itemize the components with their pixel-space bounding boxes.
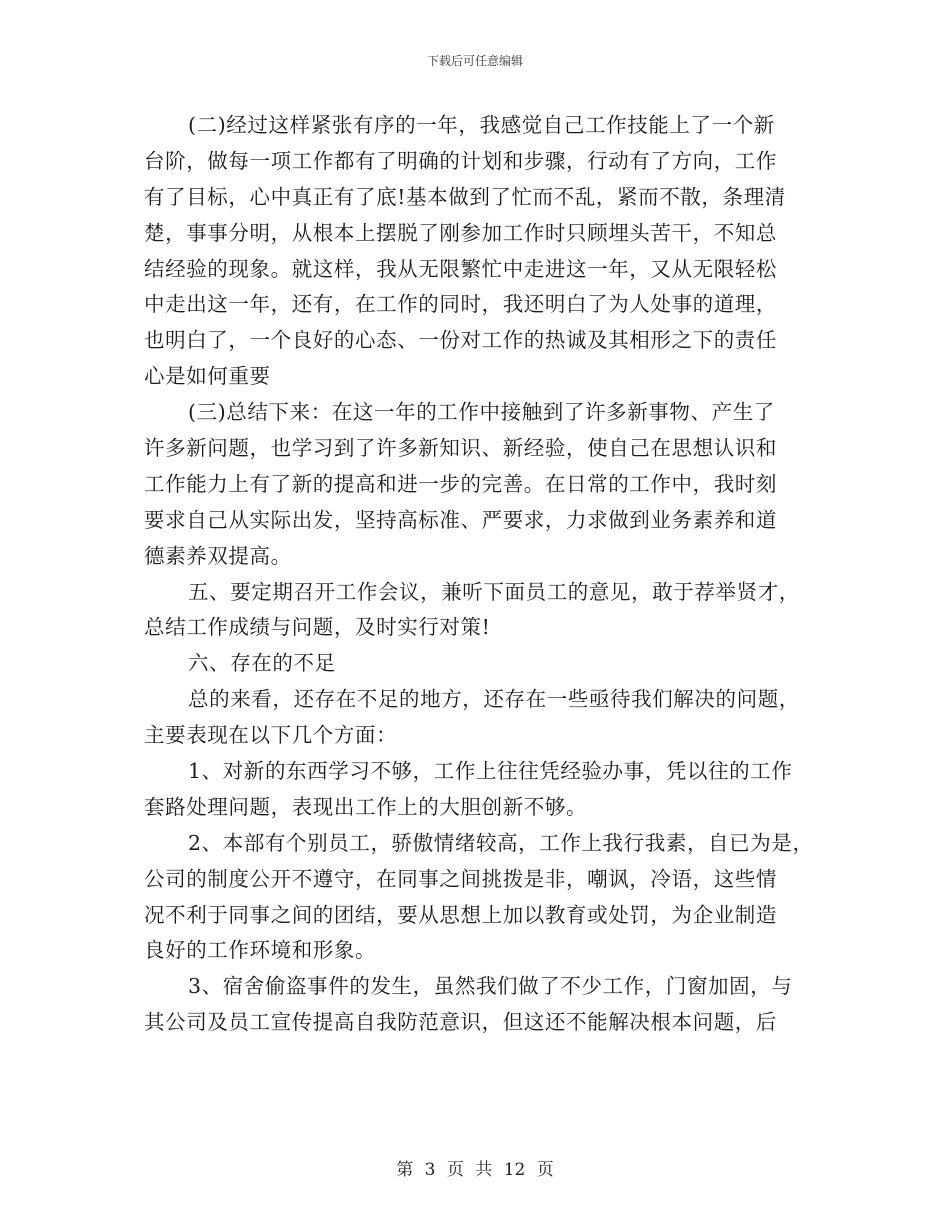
text-line: 套路处理问题，表现出工作上的大胆创新不够。 — [144, 794, 588, 819]
text-line: 心是如何重要 — [144, 364, 271, 389]
text-line: 2、本部有个别员工，骄傲情绪较高，工作上我行我素，自已为是， — [188, 830, 814, 855]
text-line: 有了目标，心中真正有了底!基本做到了忙而不乱，紧而不散，条理清 — [144, 184, 786, 209]
text-line: 良好的工作环境和形象。 — [144, 938, 377, 963]
text-line: 楚，事事分明，从根本上摆脱了刚参加工作时只顾埋头苦干，不知总 — [144, 220, 777, 245]
text-line: 1、对新的东西学习不够，工作上往往凭经验办事，凭以往的工作 — [188, 759, 793, 784]
text-line: 主要表现在以下几个方面： — [144, 723, 398, 748]
text-line: 台阶，做每一项工作都有了明确的计划和步骤，行动有了方向，工作 — [144, 148, 777, 173]
page-header: 下载后可任意编辑 — [426, 54, 523, 68]
text-line: 况不利于同事之间的团结，要从思想上加以教育或处罚，为企业制造 — [144, 902, 777, 927]
text-line: 其公司及员工宣传提高自我防范意识，但这还不能解决根本问题，后 — [144, 1010, 777, 1035]
text-line: 总的来看，还存在不足的地方，还存在一些亟待我们解决的问题， — [188, 687, 800, 712]
text-line: 要求自己从实际出发，坚持高标准、严要求，力求做到业务素养和道 — [144, 507, 777, 532]
text-line: 工作能力上有了新的提高和进一步的完善。在日常的工作中，我时刻 — [144, 471, 777, 496]
text-line: 许多新问题，也学习到了许多新知识、新经验，使自己在思想认识和 — [144, 436, 777, 461]
text-line: 公司的制度公开不遵守，在同事之间挑拨是非，嘲讽，冷语，这些情 — [144, 866, 777, 891]
page-footer: 第 3 页 共 12 页 — [396, 1160, 554, 1180]
text-line: 3、宿舍偷盗事件的发生，虽然我们做了不少工作，门窗加固，与 — [188, 974, 793, 999]
text-line: 德素养双提高。 — [144, 543, 292, 568]
text-line: 中走出这一年，还有，在工作的同时，我还明白了为人处事的道理， — [144, 292, 777, 317]
text-line: 五、要定期召开工作会议，兼听下面员工的意见，敢于荐举贤才， — [188, 579, 800, 604]
text-line: 总结工作成绩与问题，及时实行对策! — [144, 615, 491, 640]
text-line: (二)经过这样紧张有序的一年，我感觉自己工作技能上了一个新 — [188, 113, 775, 137]
text-line: (三)总结下来：在这一年的工作中接触到了许多新事物、产生了 — [188, 400, 775, 425]
document-body — [144, 108, 844, 1041]
text-line: 也明白了，一个良好的心态、一份对工作的热诚及其相形之下的责任 — [144, 328, 777, 353]
text-line: 结经验的现象。就这样，我从无限繁忙中走进这一年，又从无限轻松 — [144, 256, 777, 281]
text-line: 六、存在的不足 — [188, 651, 336, 676]
